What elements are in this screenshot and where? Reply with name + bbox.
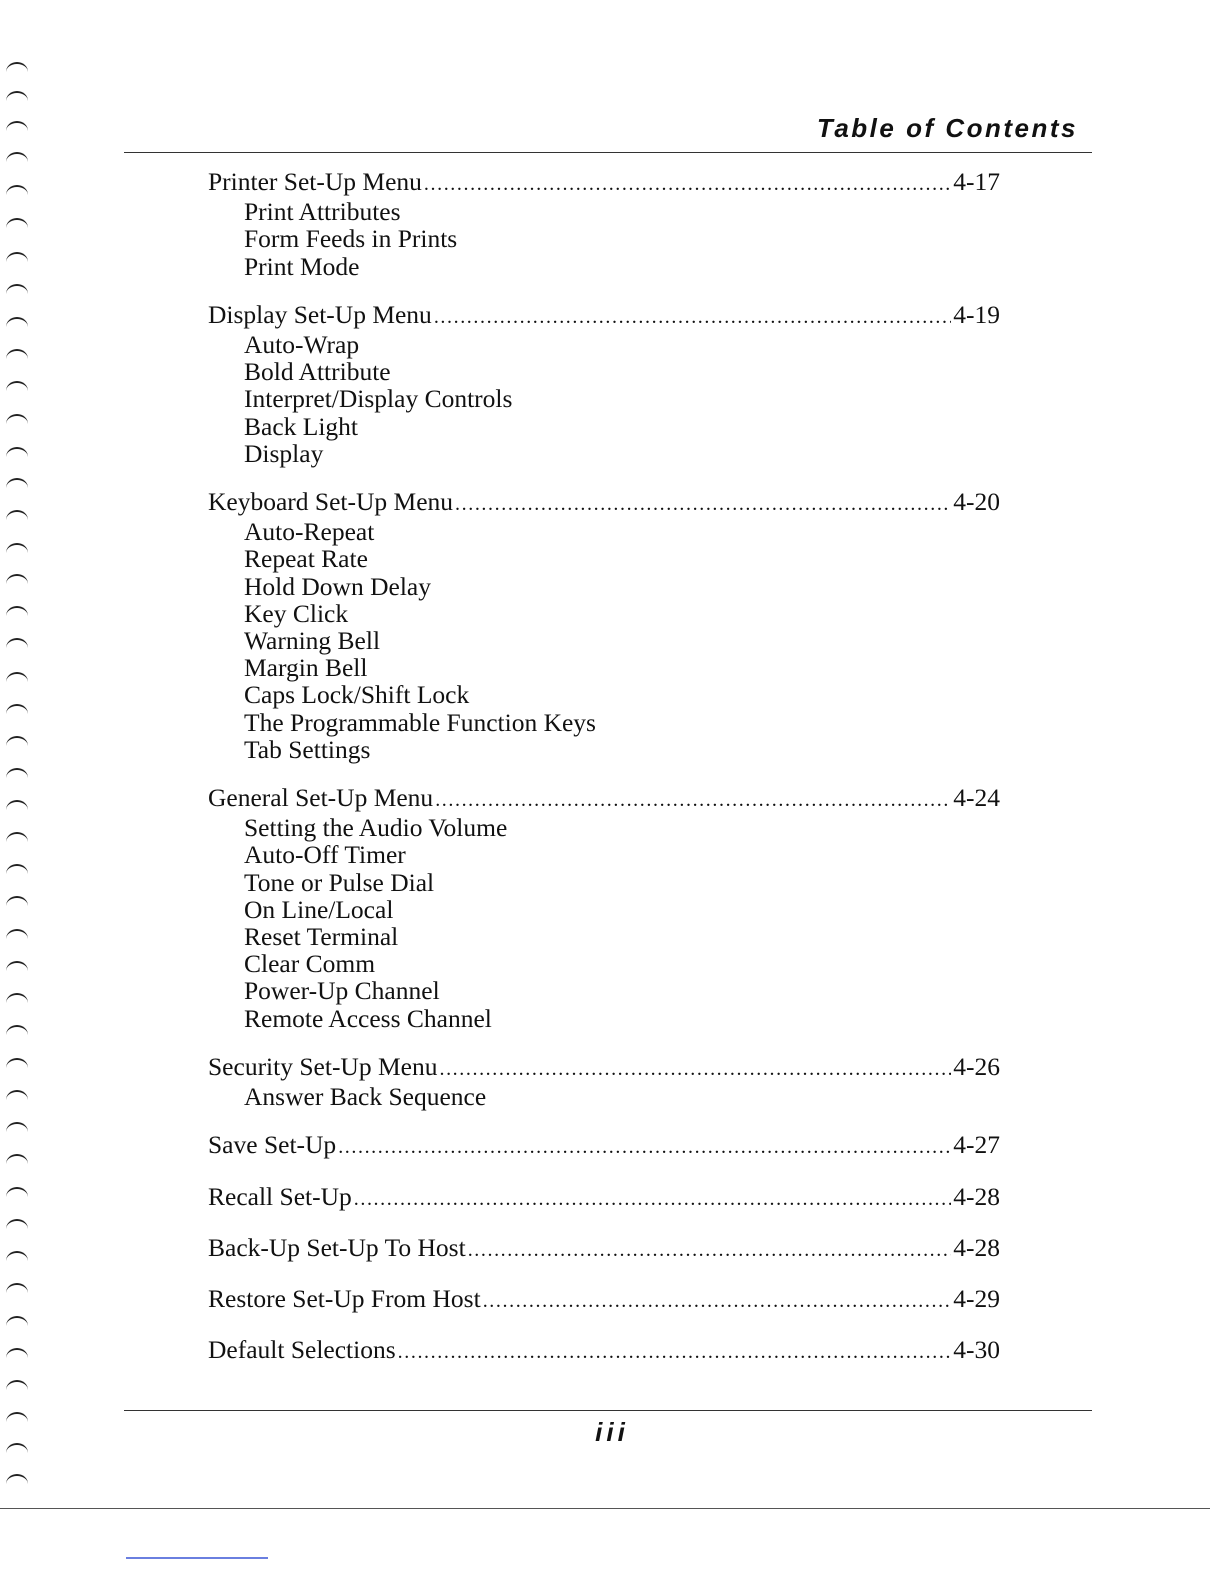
binding-hole-mark	[6, 62, 28, 72]
toc-subitem: The Programmable Function Keys	[244, 707, 596, 737]
toc-entry[interactable]	[208, 1053, 1000, 1083]
toc-subitem: Interpret/Display Controls	[244, 384, 513, 414]
toc-subitem: Auto-Off Timer	[244, 840, 406, 870]
dot-leader	[398, 1339, 952, 1366]
binding-hole-mark	[6, 414, 28, 424]
toc-entry-title: Keyboard Set-Up Menu	[208, 487, 454, 517]
binding-hole-mark	[6, 574, 28, 584]
page-header-title: Table of Contents	[816, 113, 1078, 143]
toc-section-recall-setup	[208, 1183, 1000, 1213]
binding-hole-mark	[6, 284, 28, 294]
toc-subitem: Power-Up Channel	[244, 976, 440, 1006]
binding-hole-mark	[6, 543, 28, 553]
toc-entry[interactable]	[208, 1183, 1000, 1213]
binding-hole-mark	[6, 381, 28, 391]
dot-leader	[338, 1134, 951, 1161]
binding-hole-mark	[6, 961, 28, 971]
toc-subitem: Hold Down Delay	[244, 571, 431, 601]
toc-section-backup-setup	[208, 1234, 1000, 1264]
binding-hole-mark	[6, 152, 28, 162]
toc-subitem: Repeat Rate	[244, 544, 368, 574]
toc-entry-title: Security Set-Up Menu	[208, 1051, 438, 1081]
toc-section-restore-setup	[208, 1285, 1000, 1315]
toc-subitem: Key Click	[244, 598, 349, 628]
binding-hole-mark	[6, 993, 28, 1003]
dot-leader	[424, 171, 951, 198]
binding-hole-mark	[6, 252, 28, 262]
table-of-contents	[208, 168, 1000, 1387]
toc-section-display-setup	[208, 301, 1000, 467]
binding-hole-mark	[6, 1154, 28, 1164]
toc-entry-page: 4-20	[953, 487, 1000, 517]
dot-leader	[435, 787, 951, 814]
binding-hole-mark	[6, 1058, 28, 1068]
toc-entry[interactable]	[208, 488, 1000, 518]
binding-hole-mark	[6, 832, 28, 842]
binding-hole-mark	[6, 478, 28, 488]
toc-entry-page: 4-17	[953, 167, 1000, 196]
toc-entry-title: Default Selections	[208, 1335, 396, 1365]
toc-subitem: Tone or Pulse Dial	[244, 867, 435, 897]
binding-hole-mark	[6, 864, 28, 874]
toc-section-general-setup	[208, 784, 1000, 1032]
toc-section-printer-setup	[208, 168, 1000, 280]
toc-subitem: Clear Comm	[244, 949, 376, 979]
toc-entry-page: 4-28	[953, 1232, 1000, 1262]
dot-leader	[455, 491, 951, 518]
toc-section-default-selections	[208, 1336, 1000, 1366]
toc-subitem: Bold Attribute	[244, 357, 391, 387]
toc-subitem: Tab Settings	[244, 734, 371, 764]
dot-leader	[483, 1288, 952, 1315]
binding-hole-mark	[6, 768, 28, 778]
binding-hole-mark	[6, 606, 28, 616]
toc-entry-title: Printer Set-Up Menu	[208, 167, 422, 196]
dot-leader	[468, 1237, 952, 1264]
toc-subitem: Margin Bell	[244, 653, 368, 683]
toc-entry[interactable]	[208, 1336, 1000, 1366]
binding-hole-mark	[6, 704, 28, 714]
toc-entry-page: 4-26	[953, 1051, 1000, 1081]
toc-subitem: Caps Lock/Shift Lock	[244, 680, 470, 710]
binding-hole-mark	[6, 1348, 28, 1358]
footer-rule	[124, 1410, 1092, 1411]
binding-hole-mark	[6, 896, 28, 906]
header-rule	[124, 152, 1092, 153]
binding-hole-mark	[6, 91, 28, 101]
toc-entry-page: 4-19	[953, 299, 1000, 329]
toc-subitem: Setting the Audio Volume	[244, 813, 508, 843]
toc-entry-page: 4-28	[953, 1181, 1000, 1211]
toc-entry-title: General Set-Up Menu	[208, 783, 434, 813]
binding-hole-mark	[6, 121, 28, 131]
binding-hole-mark	[6, 1474, 28, 1484]
toc-entry-page: 4-24	[953, 783, 1000, 813]
binding-hole-mark	[6, 1025, 28, 1035]
toc-entry-title: Recall Set-Up	[208, 1181, 352, 1211]
binding-hole-mark	[6, 317, 28, 327]
toc-entry-page: 4-29	[953, 1283, 1000, 1313]
toc-section-keyboard-setup	[208, 488, 1000, 763]
toc-subitem: Display	[244, 438, 324, 468]
toc-subitem: Print Mode	[244, 251, 360, 281]
toc-subitem: Reset Terminal	[244, 922, 399, 952]
toc-entry[interactable]	[208, 301, 1000, 331]
toc-entry-title: Display Set-Up Menu	[208, 299, 432, 329]
page-number: iii	[595, 1417, 629, 1447]
toc-entry[interactable]	[208, 1285, 1000, 1315]
binding-hole-mark	[6, 1316, 28, 1326]
binding-hole-mark	[6, 638, 28, 648]
toc-subitem: Back Light	[244, 411, 359, 441]
binding-hole-mark	[6, 672, 28, 682]
binding-hole-mark	[6, 1219, 28, 1229]
toc-subitem: On Line/Local	[244, 894, 394, 924]
toc-subitem: Print Attributes	[244, 197, 401, 227]
toc-entry-title: Restore Set-Up From Host	[208, 1283, 481, 1313]
toc-subitem: Auto-Repeat	[244, 517, 375, 547]
dot-leader	[439, 1056, 951, 1083]
toc-subitem: Form Feeds in Prints	[244, 224, 458, 254]
dot-leader	[354, 1186, 952, 1213]
toc-entry-title: Back-Up Set-Up To Host	[208, 1232, 466, 1262]
toc-entry[interactable]	[208, 1131, 1000, 1161]
toc-entry[interactable]	[208, 784, 1000, 814]
dot-leader	[434, 304, 951, 331]
toc-section-security-setup	[208, 1053, 1000, 1110]
binding-hole-mark	[6, 349, 28, 359]
toc-section-save-setup	[208, 1131, 1000, 1161]
binding-hole-mark	[6, 447, 28, 457]
toc-subitem: Remote Access Channel	[244, 1003, 492, 1033]
binding-hole-mark	[6, 929, 28, 939]
binding-hole-mark	[6, 1283, 28, 1293]
binding-hole-mark	[6, 1122, 28, 1132]
binding-hole-mark	[6, 1380, 28, 1390]
binding-hole-mark	[6, 1251, 28, 1261]
toc-entry[interactable]	[208, 168, 1000, 198]
binding-hole-mark	[6, 1090, 28, 1100]
toc-entry-page: 4-30	[953, 1335, 1000, 1365]
edge-tab-mark	[126, 1557, 268, 1559]
toc-subitem: Warning Bell	[244, 626, 381, 656]
toc-entry[interactable]	[208, 1234, 1000, 1264]
toc-subitem: Auto-Wrap	[244, 330, 360, 360]
page-edge-line	[0, 1508, 1210, 1509]
toc-entry-page: 4-27	[953, 1130, 1000, 1160]
binding-hole-mark	[6, 1187, 28, 1197]
binding-hole-mark	[6, 736, 28, 746]
toc-subitem: Answer Back Sequence	[244, 1082, 487, 1112]
binding-hole-mark	[6, 510, 28, 520]
binding-hole-mark	[6, 800, 28, 810]
binding-hole-mark	[6, 185, 28, 195]
toc-entry-title: Save Set-Up	[208, 1130, 337, 1160]
binding-hole-mark	[6, 218, 28, 228]
spiral-binding	[0, 0, 40, 1584]
